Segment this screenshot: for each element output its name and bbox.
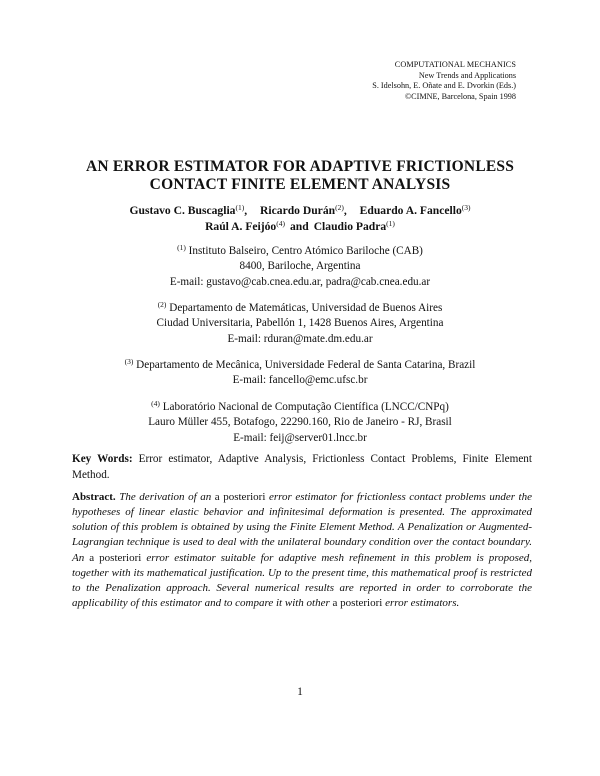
author-name: Claudio Padra (313, 219, 387, 233)
affiliation-line: Laboratório Nacional de Computação Científica (LNCC/CNPq) (162, 401, 449, 413)
author-line-2 (80, 219, 520, 235)
book-editors: S. Idelsohn, E. Oñate and E. Dvorkin (Eds.) (372, 81, 516, 91)
affiliation-line: Instituto Balseiro, Centro Atómico Bariloche (CAB) (188, 245, 423, 257)
abstract-segment: error estimators. (385, 597, 460, 610)
abstract-text (72, 491, 532, 609)
copyright-line: ©CIMNE, Barcelona, Spain 1998 (404, 91, 516, 101)
journal-name: COMPUTATIONAL MECHANICS (394, 60, 516, 69)
affiliation-line: Lauro Müller 455, Botafogo, 22290.160, Rio de Janeiro - RJ, Brasil (148, 416, 452, 429)
abstract-segment: a posteriori (332, 597, 383, 610)
affiliation-email: E-mail: rduran@mate.dm.edu.ar (227, 332, 373, 345)
affiliation-email: E-mail: gustavo@cab.cnea.edu.ar, padra@cab.cnea.edu.ar (169, 275, 431, 288)
affiliation-4 (60, 400, 540, 446)
author-name: Eduardo A. Fancello (359, 204, 462, 217)
author-affil-mark: (2) (335, 203, 344, 212)
affiliation-mark: (3) (124, 357, 134, 366)
abstract (72, 490, 532, 611)
keywords-text: Error estimator, Adaptive Analysis, Frictionless Contact Problems, Finite Element Method. (72, 453, 532, 481)
affiliation-line: Departamento de Mecânica, Universidade Federal de Santa Catarina, Brazil (136, 359, 476, 371)
affiliation-line: Ciudad Universitaria, Pabellón 1, 1428 Buenos Aires, Argentina (156, 317, 444, 330)
title-line-2: CONTACT FINITE ELEMENT ANALYSIS (149, 175, 451, 193)
page-number: 1 (297, 686, 303, 698)
author-name: Raúl A. Feijóo (205, 219, 277, 233)
affiliation-line: Departamento de Matemáticas, Universidad de Buenos Aires (169, 302, 443, 314)
abstract-segment: a posteriori (89, 551, 142, 564)
author-conjunction: and (289, 219, 309, 233)
abstract-segment: error estimator for frictionless contact problems under the hypotheses of linear elastic behavior and infinitesimal deformation is presented. The approximated solution of this problem is obtained by using the Finite Element Method. A Penalization or Augmented-Lagrangian technique is used to deal with the unilateral boundary condition over the contact boundary. An (72, 491, 532, 564)
title-line-1: AN ERROR ESTIMATOR FOR ADAPTIVE FRICTIONLESS (85, 158, 515, 175)
affiliation-3 (60, 358, 540, 389)
author-line-1: Gustavo C. Buscaglia$^{(1)}$, Ricardo Durán$^{(2)}$, Eduardo A. Fancello$^{(3)}$ (129, 203, 471, 217)
affiliation-line: 8400, Bariloche, Argentina (239, 260, 361, 273)
running-header (256, 60, 516, 102)
affiliation-2 (60, 301, 540, 347)
abstract-segment: error estimator suitable for adaptive mesh refinement in this problem is proposed, together with its mathematical justification. Up to the present time, this mathematical proof is restricted to the Penalization approach. Several numerical results are reported in order to corroborate the applicability of this estimator and to compare it with other (72, 551, 533, 610)
keywords (72, 452, 532, 483)
author-affil-mark: (4) (276, 218, 285, 228)
affiliation-mark: (4) (151, 399, 160, 408)
author-name: Ricardo Durán (260, 204, 336, 217)
book-subtitle: New Trends and Applications (418, 70, 516, 80)
affiliation-mark: (1) (177, 243, 186, 252)
abstract-segment: The derivation of an (119, 491, 212, 503)
affiliation-email: E-mail: feij@server01.lncc.br (233, 431, 367, 444)
affiliation-email: E-mail: fancello@emc.ufsc.br (232, 374, 368, 387)
author-affil-mark: (3) (461, 203, 471, 212)
author-list (80, 203, 520, 234)
keywords-label: Key Words: (72, 453, 133, 465)
affiliation-1 (60, 244, 540, 290)
abstract-label: Abstract. (72, 491, 116, 503)
affiliation-mark: (2) (157, 300, 167, 309)
author-name: Gustavo C. Buscaglia (129, 204, 236, 217)
abstract-segment: a posteriori (214, 491, 266, 503)
paper-title (60, 158, 540, 193)
author-affil-mark: (1) (386, 218, 395, 228)
author-affil-mark: (1) (235, 203, 245, 212)
